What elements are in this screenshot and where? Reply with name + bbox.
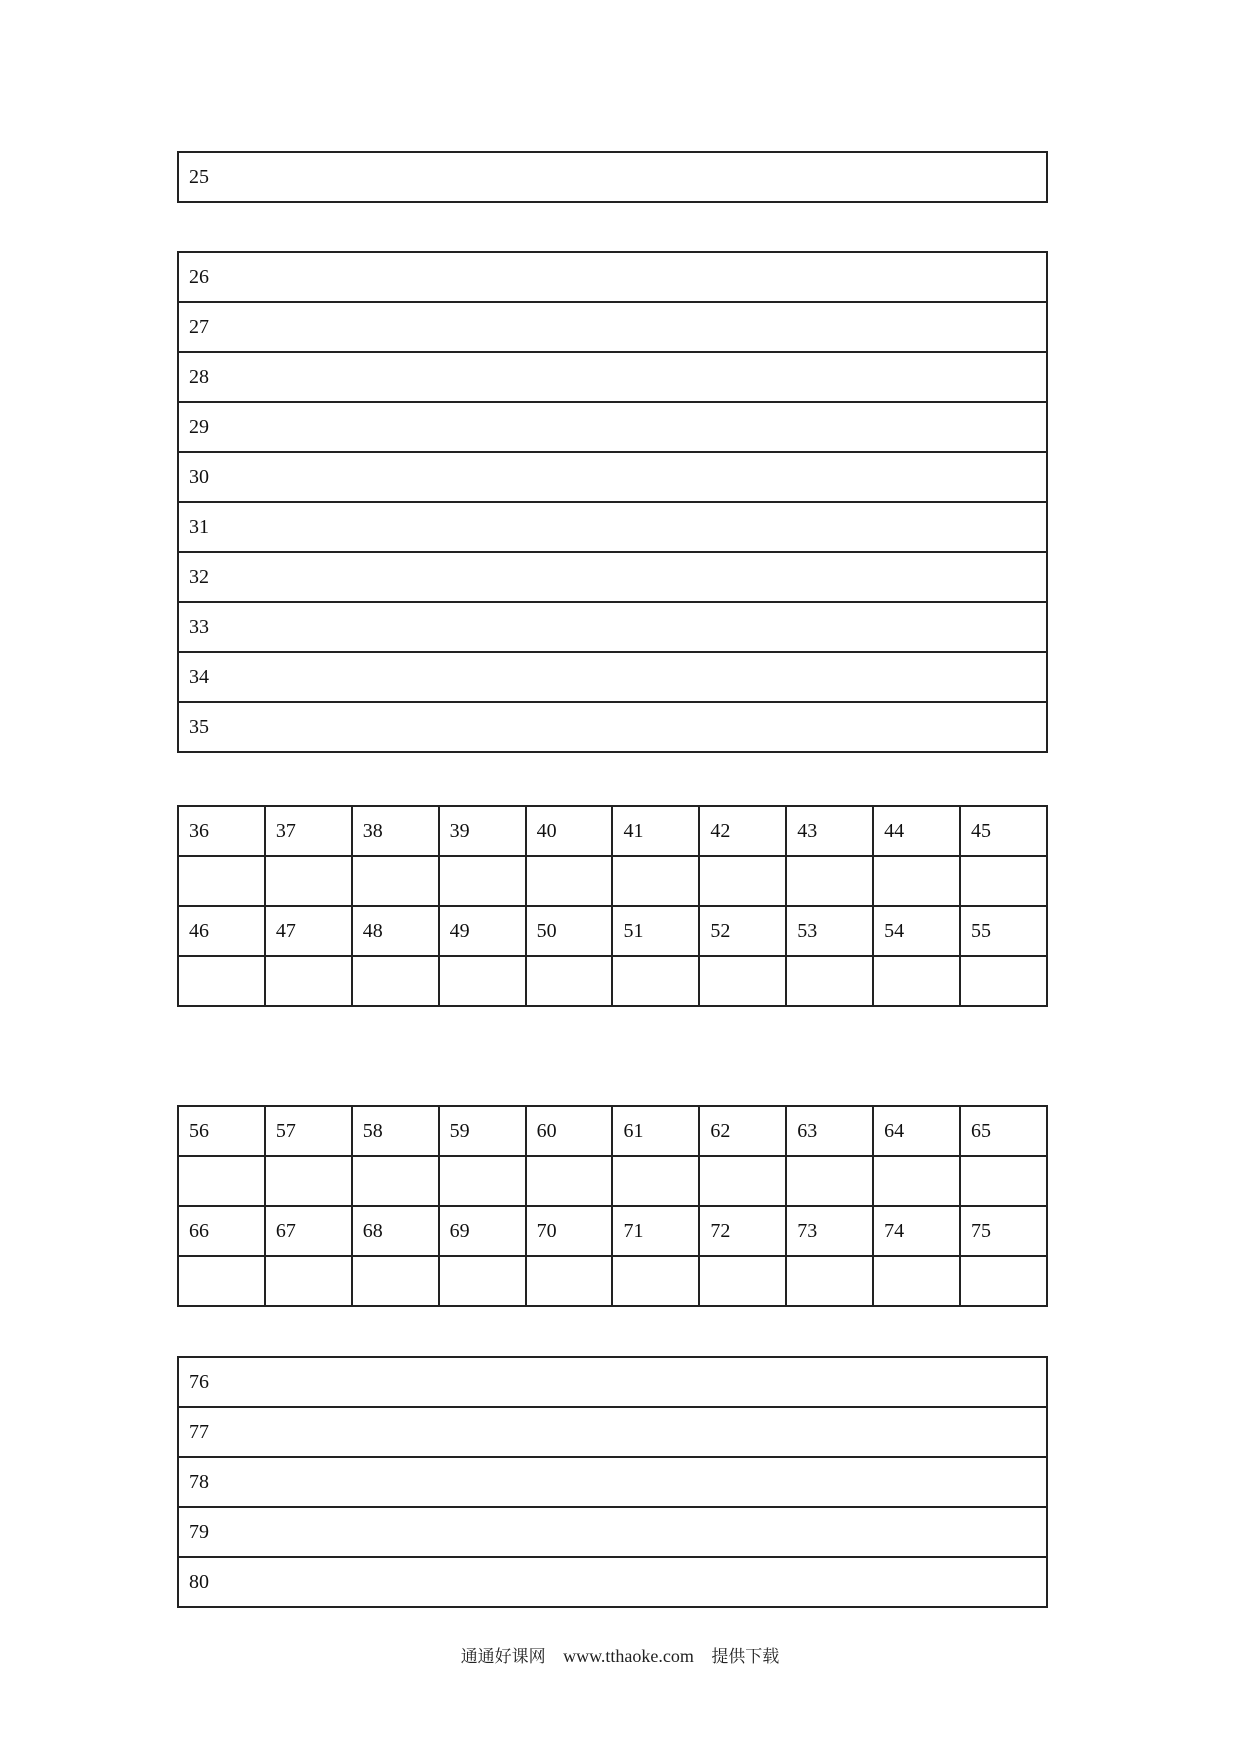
answer-row — [178, 152, 1047, 202]
number-row — [178, 906, 1047, 956]
question-number-cell: 39 — [439, 806, 526, 856]
question-number-cell: 65 — [960, 1106, 1047, 1156]
question-number-cell: 66 — [178, 1206, 265, 1256]
question-number-cell[interactable]: 28 — [178, 352, 1047, 402]
question-number-cell: 46 — [178, 906, 265, 956]
question-number-cell: 64 — [873, 1106, 960, 1156]
answer-cell[interactable] — [439, 1256, 526, 1306]
answer-row — [178, 302, 1047, 352]
answer-cell[interactable] — [873, 1256, 960, 1306]
question-number-cell: 49 — [439, 906, 526, 956]
question-number-cell: 37 — [265, 806, 352, 856]
question-number-cell: 41 — [612, 806, 699, 856]
question-number-cell[interactable]: 77 — [178, 1407, 1047, 1457]
number-row — [178, 806, 1047, 856]
question-number-cell: 57 — [265, 1106, 352, 1156]
answer-cell[interactable] — [786, 1256, 873, 1306]
answer-row — [178, 602, 1047, 652]
question-number-cell: 60 — [526, 1106, 613, 1156]
answer-block-26-35 — [177, 251, 1048, 753]
answer-cell[interactable] — [178, 856, 265, 906]
answer-cell[interactable] — [352, 956, 439, 1006]
question-number-cell[interactable]: 26 — [178, 252, 1047, 302]
question-number-cell: 43 — [786, 806, 873, 856]
question-number-cell: 62 — [699, 1106, 786, 1156]
answer-block-76-80 — [177, 1356, 1048, 1608]
question-number-cell: 72 — [699, 1206, 786, 1256]
question-number-cell[interactable]: 78 — [178, 1457, 1047, 1507]
question-number-cell: 75 — [960, 1206, 1047, 1256]
answer-cell[interactable] — [873, 856, 960, 906]
answer-cell[interactable] — [526, 956, 613, 1006]
answer-cell[interactable] — [960, 1256, 1047, 1306]
answer-cell[interactable] — [612, 856, 699, 906]
question-number-cell: 74 — [873, 1206, 960, 1256]
question-number-cell: 73 — [786, 1206, 873, 1256]
footer-suffix: 提供下载 — [711, 1647, 780, 1667]
question-number-cell: 67 — [265, 1206, 352, 1256]
answer-cell[interactable] — [699, 956, 786, 1006]
question-number-cell: 54 — [873, 906, 960, 956]
answer-cell[interactable] — [699, 1256, 786, 1306]
answer-cell[interactable] — [439, 856, 526, 906]
answer-row — [178, 1156, 1047, 1206]
answer-grid-table — [177, 805, 1048, 1007]
answer-cell[interactable] — [178, 1256, 265, 1306]
question-number-cell[interactable]: 80 — [178, 1557, 1047, 1607]
footer-site-name: 通通好课网 — [460, 1647, 546, 1667]
answer-row — [178, 352, 1047, 402]
question-number-cell[interactable]: 79 — [178, 1507, 1047, 1557]
answer-row — [178, 956, 1047, 1006]
answer-row — [178, 502, 1047, 552]
answer-cell[interactable] — [352, 1256, 439, 1306]
question-number-cell: 68 — [352, 1206, 439, 1256]
question-number-cell: 56 — [178, 1106, 265, 1156]
question-number-cell: 59 — [439, 1106, 526, 1156]
answer-cell[interactable] — [873, 1156, 960, 1206]
answer-cell[interactable] — [439, 1156, 526, 1206]
answer-cell[interactable] — [265, 956, 352, 1006]
question-number-cell[interactable]: 35 — [178, 702, 1047, 752]
answer-cell[interactable] — [178, 956, 265, 1006]
question-number-cell: 40 — [526, 806, 613, 856]
answer-table — [177, 251, 1048, 753]
answer-cell[interactable] — [612, 956, 699, 1006]
question-number-cell: 71 — [612, 1206, 699, 1256]
answer-row — [178, 1256, 1047, 1306]
answer-cell[interactable] — [526, 1256, 613, 1306]
answer-cell[interactable] — [352, 1156, 439, 1206]
question-number-cell[interactable]: 32 — [178, 552, 1047, 602]
answer-row — [178, 652, 1047, 702]
answer-row — [178, 856, 1047, 906]
question-number-cell[interactable]: 27 — [178, 302, 1047, 352]
answer-cell[interactable] — [526, 1156, 613, 1206]
question-number-cell[interactable]: 33 — [178, 602, 1047, 652]
number-row — [178, 1206, 1047, 1256]
question-number-cell: 38 — [352, 806, 439, 856]
answer-row — [178, 1507, 1047, 1557]
answer-cell[interactable] — [265, 856, 352, 906]
answer-grid-36-55 — [177, 805, 1048, 1007]
question-number-cell: 55 — [960, 906, 1047, 956]
question-number-cell[interactable]: 29 — [178, 402, 1047, 452]
number-row — [178, 1106, 1047, 1156]
answer-row — [178, 452, 1047, 502]
answer-cell[interactable] — [960, 856, 1047, 906]
answer-row — [178, 1407, 1047, 1457]
answer-block-25 — [177, 151, 1048, 203]
answer-cell[interactable] — [265, 1256, 352, 1306]
answer-cell[interactable] — [786, 856, 873, 906]
answer-row — [178, 1457, 1047, 1507]
answer-cell[interactable] — [699, 1156, 786, 1206]
answer-row — [178, 1557, 1047, 1607]
question-number-cell[interactable]: 31 — [178, 502, 1047, 552]
answer-cell[interactable] — [265, 1156, 352, 1206]
answer-grid-table — [177, 1105, 1048, 1307]
question-number-cell[interactable]: 25 — [178, 152, 1047, 202]
answer-grid-56-75 — [177, 1105, 1048, 1307]
answer-cell[interactable] — [439, 956, 526, 1006]
question-number-cell: 48 — [352, 906, 439, 956]
page-footer — [0, 1642, 1240, 1667]
answer-cell[interactable] — [612, 1256, 699, 1306]
question-number-cell: 50 — [526, 906, 613, 956]
answer-table — [177, 151, 1048, 203]
question-number-cell: 63 — [786, 1106, 873, 1156]
answer-cell[interactable] — [786, 956, 873, 1006]
question-number-cell: 45 — [960, 806, 1047, 856]
answer-row — [178, 552, 1047, 602]
question-number-cell: 53 — [786, 906, 873, 956]
answer-cell[interactable] — [786, 1156, 873, 1206]
question-number-cell: 69 — [439, 1206, 526, 1256]
answer-cell[interactable] — [526, 856, 613, 906]
answer-cell[interactable] — [960, 1156, 1047, 1206]
footer-url[interactable]: www.tthaoke.com — [563, 1646, 694, 1666]
question-number-cell[interactable]: 30 — [178, 452, 1047, 502]
question-number-cell: 36 — [178, 806, 265, 856]
answer-cell[interactable] — [178, 1156, 265, 1206]
answer-row — [178, 402, 1047, 452]
question-number-cell: 52 — [699, 906, 786, 956]
answer-row — [178, 702, 1047, 752]
answer-row — [178, 252, 1047, 302]
question-number-cell[interactable]: 76 — [178, 1357, 1047, 1407]
answer-cell[interactable] — [960, 956, 1047, 1006]
answer-cell[interactable] — [873, 956, 960, 1006]
question-number-cell: 70 — [526, 1206, 613, 1256]
question-number-cell: 42 — [699, 806, 786, 856]
answer-cell[interactable] — [352, 856, 439, 906]
answer-row — [178, 1357, 1047, 1407]
question-number-cell: 61 — [612, 1106, 699, 1156]
question-number-cell: 44 — [873, 806, 960, 856]
answer-table — [177, 1356, 1048, 1608]
answer-cell[interactable] — [699, 856, 786, 906]
answer-cell[interactable] — [612, 1156, 699, 1206]
question-number-cell[interactable]: 34 — [178, 652, 1047, 702]
question-number-cell: 58 — [352, 1106, 439, 1156]
question-number-cell: 51 — [612, 906, 699, 956]
question-number-cell: 47 — [265, 906, 352, 956]
